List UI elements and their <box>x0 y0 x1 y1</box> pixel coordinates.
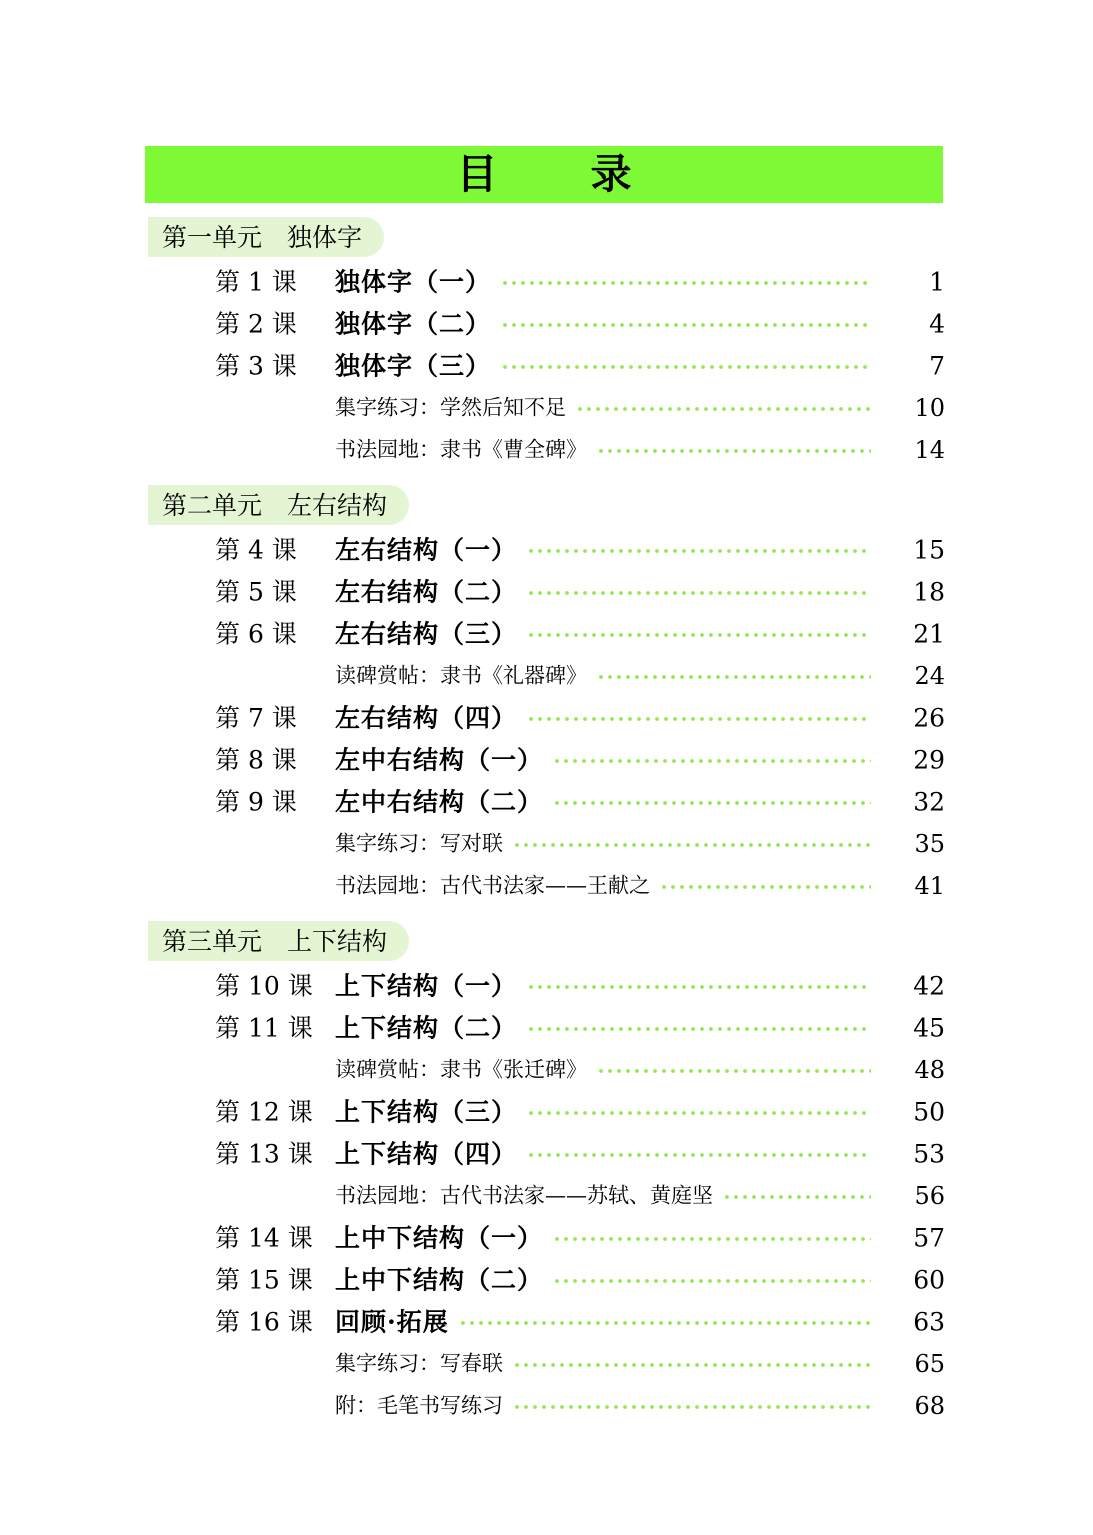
toc-lesson-entry[interactable] <box>0 739 1093 781</box>
table-of-contents <box>0 203 1093 1427</box>
page-number: 56 <box>914 1182 945 1210</box>
dot-leader <box>725 1186 871 1206</box>
page-number: 10 <box>914 394 945 422</box>
entry-title: 左中右结构（二） <box>335 787 544 817</box>
unit-heading-label: 第一单元 独体字 <box>162 222 363 252</box>
toc-lesson-entry[interactable] <box>0 613 1093 655</box>
unit-heading-label: 第二单元 左右结构 <box>162 490 388 520</box>
page-number: 29 <box>913 745 945 775</box>
dot-leader <box>529 582 871 602</box>
toc-lesson-entry[interactable] <box>0 1007 1093 1049</box>
toc-lesson-entry[interactable] <box>0 261 1093 303</box>
toc-lesson-entry[interactable] <box>0 1301 1093 1343</box>
toc-sub-entry[interactable] <box>0 1343 1093 1385</box>
page-number: 1 <box>929 267 945 297</box>
dot-leader <box>599 1060 871 1080</box>
entry-title: 左右结构（一） <box>335 535 518 565</box>
toc-sub-entry[interactable] <box>0 1049 1093 1091</box>
dot-leader <box>599 666 871 686</box>
dot-leader <box>515 834 871 854</box>
toc-lesson-entry[interactable] <box>0 345 1093 387</box>
toc-lesson-entry[interactable] <box>0 1259 1093 1301</box>
toc-lesson-entry[interactable] <box>0 571 1093 613</box>
dot-leader <box>662 876 871 896</box>
dot-leader <box>555 1228 871 1248</box>
page-number: 18 <box>913 577 945 607</box>
page-number: 48 <box>914 1056 945 1084</box>
dot-leader <box>503 356 871 376</box>
page-number: 21 <box>913 619 945 649</box>
dot-leader <box>529 1144 871 1164</box>
page-number: 14 <box>914 436 945 464</box>
toc-sub-entry[interactable] <box>0 1175 1093 1217</box>
page-title: 目 录 <box>456 150 658 198</box>
lesson-number: 第 11 课 <box>215 1013 313 1043</box>
lesson-number: 第 8 课 <box>215 745 297 775</box>
page-number: 57 <box>913 1223 945 1253</box>
lesson-number: 第 14 课 <box>215 1223 313 1253</box>
lesson-number: 第 4 课 <box>215 535 297 565</box>
unit-heading-pill <box>148 921 409 961</box>
dot-leader <box>503 314 871 334</box>
lesson-number: 第 6 课 <box>215 619 297 649</box>
unit-heading <box>0 217 1093 259</box>
toc-sub-entry[interactable] <box>0 1385 1093 1427</box>
dot-leader <box>529 624 871 644</box>
lesson-number: 第 10 课 <box>215 971 313 1001</box>
unit-heading <box>0 485 1093 527</box>
page-number: 41 <box>914 872 945 900</box>
toc-lesson-entry[interactable] <box>0 1133 1093 1175</box>
page-number: 65 <box>914 1350 945 1378</box>
entry-title: 上中下结构（二） <box>335 1265 544 1295</box>
entry-title: 左右结构（三） <box>335 619 518 649</box>
entry-title: 集字练习：写对联 <box>335 831 503 856</box>
dot-leader <box>503 272 871 292</box>
dot-leader <box>529 976 871 996</box>
page-number: 15 <box>913 535 945 565</box>
toc-lesson-entry[interactable] <box>0 1217 1093 1259</box>
page-title-banner <box>145 146 943 203</box>
page-number: 4 <box>929 309 945 339</box>
toc-lesson-entry[interactable] <box>0 529 1093 571</box>
page-number: 24 <box>914 662 945 690</box>
entry-title: 附：毛笔书写练习 <box>335 1393 503 1418</box>
entry-title: 集字练习：学然后知不足 <box>335 395 566 420</box>
entry-title: 独体字（三） <box>335 351 492 381</box>
toc-lesson-entry[interactable] <box>0 1091 1093 1133</box>
dot-leader <box>555 792 871 812</box>
page-number: 26 <box>913 703 945 733</box>
lesson-number: 第 1 课 <box>215 267 297 297</box>
page-number: 35 <box>914 830 945 858</box>
lesson-number: 第 2 课 <box>215 309 297 339</box>
toc-lesson-entry[interactable] <box>0 303 1093 345</box>
page-number: 32 <box>913 787 945 817</box>
entry-title: 左右结构（二） <box>335 577 518 607</box>
dot-leader <box>515 1354 871 1374</box>
page-number: 45 <box>913 1013 945 1043</box>
entry-title: 读碑赏帖：隶书《张迁碑》 <box>335 1057 587 1082</box>
page-number: 68 <box>914 1392 945 1420</box>
entry-title: 书法园地：古代书法家——王献之 <box>335 873 650 898</box>
toc-sub-entry[interactable] <box>0 655 1093 697</box>
toc-sub-entry[interactable] <box>0 387 1093 429</box>
lesson-number: 第 12 课 <box>215 1097 313 1127</box>
entry-title: 读碑赏帖：隶书《礼器碑》 <box>335 663 587 688</box>
dot-leader <box>555 750 871 770</box>
entry-title: 上中下结构（一） <box>335 1223 544 1253</box>
entry-title: 回顾·拓展 <box>335 1307 449 1337</box>
dot-leader <box>578 398 871 418</box>
page-number: 63 <box>913 1307 945 1337</box>
dot-leader <box>599 440 871 460</box>
entry-title: 集字练习：写春联 <box>335 1351 503 1376</box>
toc-lesson-entry[interactable] <box>0 697 1093 739</box>
unit-heading-label: 第三单元 上下结构 <box>162 926 388 956</box>
dot-leader <box>515 1396 871 1416</box>
unit-heading-pill <box>148 217 384 257</box>
toc-sub-entry[interactable] <box>0 429 1093 471</box>
toc-lesson-entry[interactable] <box>0 781 1093 823</box>
entry-title: 独体字（一） <box>335 267 492 297</box>
page-number: 50 <box>913 1097 945 1127</box>
page-number: 53 <box>913 1139 945 1169</box>
entry-title: 左右结构（四） <box>335 703 518 733</box>
dot-leader <box>529 1018 871 1038</box>
toc-lesson-entry[interactable] <box>0 965 1093 1007</box>
lesson-number: 第 9 课 <box>215 787 297 817</box>
dot-leader <box>529 708 871 728</box>
entry-title: 上下结构（四） <box>335 1139 518 1169</box>
page-number: 42 <box>913 971 945 1001</box>
entry-title: 上下结构（一） <box>335 971 518 1001</box>
toc-sub-entry[interactable] <box>0 865 1093 907</box>
page-number: 60 <box>913 1265 945 1295</box>
unit-heading-pill <box>148 485 409 525</box>
dot-leader <box>461 1312 871 1332</box>
page-number: 7 <box>929 351 945 381</box>
lesson-number: 第 13 课 <box>215 1139 313 1169</box>
entry-title: 上下结构（三） <box>335 1097 518 1127</box>
entry-title: 左中右结构（一） <box>335 745 544 775</box>
lesson-number: 第 5 课 <box>215 577 297 607</box>
toc-sub-entry[interactable] <box>0 823 1093 865</box>
entry-title: 独体字（二） <box>335 309 492 339</box>
entry-title: 书法园地：隶书《曹全碑》 <box>335 437 587 462</box>
lesson-number: 第 7 课 <box>215 703 297 733</box>
entry-title: 书法园地：古代书法家——苏轼、黄庭坚 <box>335 1183 713 1208</box>
entry-title: 上下结构（二） <box>335 1013 518 1043</box>
lesson-number: 第 16 课 <box>215 1307 313 1337</box>
dot-leader <box>529 1102 871 1122</box>
dot-leader <box>529 540 871 560</box>
lesson-number: 第 15 课 <box>215 1265 313 1295</box>
unit-heading <box>0 921 1093 963</box>
lesson-number: 第 3 课 <box>215 351 297 381</box>
dot-leader <box>555 1270 871 1290</box>
